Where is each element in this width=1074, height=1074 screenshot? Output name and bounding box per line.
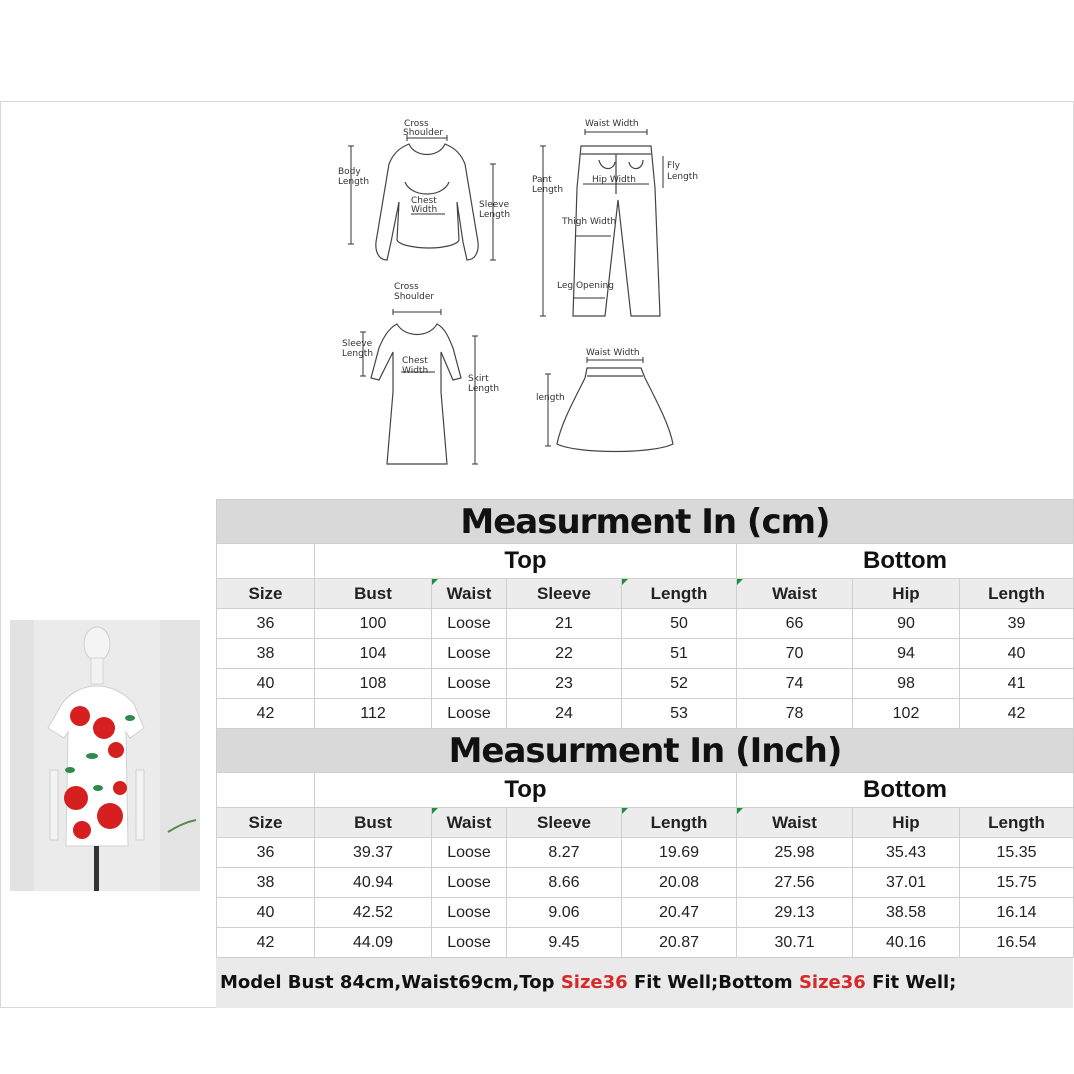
cross-shoulder-label-2: Shoulder xyxy=(403,128,444,138)
table-cell: 15.75 xyxy=(960,868,1074,898)
inch-table-title: Measurment In (Inch) xyxy=(217,729,1074,773)
chest-width-label-2: Width xyxy=(411,205,438,215)
chest-width-label: Chest xyxy=(411,196,437,206)
table-row xyxy=(217,699,1074,729)
table-cell: 53 xyxy=(622,699,737,729)
cm-header-sleeve: Sleeve xyxy=(507,579,622,609)
skirt-sketch xyxy=(536,348,673,452)
table-cell: 40.94 xyxy=(315,868,432,898)
table-cell: 8.27 xyxy=(507,838,622,868)
inch-header-hip: Hip xyxy=(853,808,960,838)
table-cell: 22 xyxy=(507,639,622,669)
cm-header-bust: Bust xyxy=(315,579,432,609)
table-cell: 112 xyxy=(315,699,432,729)
pant-length-label: Pant xyxy=(532,175,552,185)
fly-length-label: Fly xyxy=(667,161,681,171)
dress-sketch xyxy=(342,282,499,464)
table-cell: 30.71 xyxy=(737,928,853,958)
table-row xyxy=(217,838,1074,868)
inch-empty-cell xyxy=(217,773,315,808)
inch-bottom-group: Bottom xyxy=(737,773,1074,808)
table-cell: 35.43 xyxy=(853,838,960,868)
inch-top-group: Top xyxy=(315,773,737,808)
table-cell: 9.45 xyxy=(507,928,622,958)
table-cell: 94 xyxy=(853,639,960,669)
table-cell: 42 xyxy=(960,699,1074,729)
table-row xyxy=(217,639,1074,669)
table-cell: 74 xyxy=(737,669,853,699)
table-cell: 52 xyxy=(622,669,737,699)
table-cell: 27.56 xyxy=(737,868,853,898)
dress-sleeve-length-label: Sleeve xyxy=(342,339,373,349)
inch-header-length: Length xyxy=(622,808,737,838)
skirt-length-measure-label: length xyxy=(536,393,565,403)
table-cell: 100 xyxy=(315,609,432,639)
table-cell: Loose xyxy=(432,928,507,958)
inch-header-bottom-length: Length xyxy=(960,808,1074,838)
table-cell: 108 xyxy=(315,669,432,699)
table-cell: 21 xyxy=(507,609,622,639)
table-cell: 38.58 xyxy=(853,898,960,928)
cross-shoulder-label: Cross xyxy=(404,119,429,129)
inch-header-size: Size xyxy=(217,808,315,838)
table-cell: 8.66 xyxy=(507,868,622,898)
table-cell: 38 xyxy=(217,868,315,898)
skirt-length-label: Skirt xyxy=(468,374,489,384)
cm-table-title: Measurment In (cm) xyxy=(217,500,1074,544)
table-cell: 40 xyxy=(217,898,315,928)
measurement-diagram-panel xyxy=(0,101,1074,501)
cm-header-waist: Waist xyxy=(432,579,507,609)
pant-waist-width-label: Waist Width xyxy=(585,119,639,129)
cm-empty-cell xyxy=(217,544,315,579)
table-cell: 40 xyxy=(217,669,315,699)
table-cell: 20.08 xyxy=(622,868,737,898)
table-cell: 20.47 xyxy=(622,898,737,928)
thigh-width-label: Thigh Width xyxy=(562,217,617,227)
table-cell: 25.98 xyxy=(737,838,853,868)
table-cell: Loose xyxy=(432,609,507,639)
table-cell: 41 xyxy=(960,669,1074,699)
table-cell: 51 xyxy=(622,639,737,669)
model-photo-panel xyxy=(0,499,217,1008)
sleeve-length-label-2: Length xyxy=(479,210,511,220)
hip-width-label: Hip Width xyxy=(592,175,636,185)
inch-header-bottom-waist: Waist xyxy=(737,808,853,838)
sweater-sketch xyxy=(338,119,510,260)
table-cell: 42 xyxy=(217,699,315,729)
body-length-label: Body xyxy=(338,167,361,177)
table-cell: 19.69 xyxy=(622,838,737,868)
note-text-1: Model Bust 84cm,Waist69cm,Top xyxy=(220,972,561,993)
skirt-length-label-2: Length xyxy=(468,384,500,394)
table-row xyxy=(217,928,1074,958)
table-cell: Loose xyxy=(432,898,507,928)
note-text-2: Fit Well;Bottom xyxy=(627,972,799,993)
table-row xyxy=(217,609,1074,639)
dress-chest-width-label: Chest xyxy=(402,356,428,366)
cm-size-table xyxy=(216,499,1074,729)
table-row xyxy=(217,868,1074,898)
table-cell: Loose xyxy=(432,868,507,898)
table-cell: 40.16 xyxy=(853,928,960,958)
cm-bottom-group: Bottom xyxy=(737,544,1074,579)
inch-header-bust: Bust xyxy=(315,808,432,838)
inch-size-table xyxy=(216,728,1074,958)
table-cell: 98 xyxy=(853,669,960,699)
table-cell: 29.13 xyxy=(737,898,853,928)
garment-sketches xyxy=(1,102,1073,500)
table-cell: 90 xyxy=(853,609,960,639)
table-cell: 78 xyxy=(737,699,853,729)
table-cell: 42 xyxy=(217,928,315,958)
table-cell: 66 xyxy=(737,609,853,639)
table-cell: 15.35 xyxy=(960,838,1074,868)
table-cell: 42.52 xyxy=(315,898,432,928)
table-cell: 102 xyxy=(853,699,960,729)
table-cell: Loose xyxy=(432,838,507,868)
cm-header-length: Length xyxy=(622,579,737,609)
model-fit-note xyxy=(216,958,1073,1008)
fly-length-label-2: Length xyxy=(667,172,699,182)
table-cell: 44.09 xyxy=(315,928,432,958)
table-cell: 36 xyxy=(217,838,315,868)
inch-header-sleeve: Sleeve xyxy=(507,808,622,838)
cm-header-bottom-waist: Waist xyxy=(737,579,853,609)
body-length-label-2: Length xyxy=(338,177,370,187)
table-cell: 23 xyxy=(507,669,622,699)
table-cell: 39.37 xyxy=(315,838,432,868)
cm-header-bottom-length: Length xyxy=(960,579,1074,609)
cm-top-group: Top xyxy=(315,544,737,579)
table-cell: 37.01 xyxy=(853,868,960,898)
table-cell: 104 xyxy=(315,639,432,669)
leg-opening-label: Leg Opening xyxy=(557,281,614,291)
cm-header-size: Size xyxy=(217,579,315,609)
note-top-size: Size36 xyxy=(560,972,628,993)
mannequin-dress-photo xyxy=(10,620,200,891)
table-cell: 16.14 xyxy=(960,898,1074,928)
table-cell: 16.54 xyxy=(960,928,1074,958)
dress-chest-width-label-2: Width xyxy=(402,366,429,376)
table-cell: 38 xyxy=(217,639,315,669)
table-cell: Loose xyxy=(432,639,507,669)
note-bottom-size: Size36 xyxy=(798,972,866,993)
table-row xyxy=(217,669,1074,699)
pants-sketch xyxy=(532,119,698,316)
table-cell: Loose xyxy=(432,699,507,729)
table-cell: 36 xyxy=(217,609,315,639)
dress-cross-shoulder-label: Cross xyxy=(394,282,419,292)
table-cell: 40 xyxy=(960,639,1074,669)
table-row xyxy=(217,898,1074,928)
note-text-3: Fit Well; xyxy=(865,972,957,993)
cm-header-hip: Hip xyxy=(853,579,960,609)
inch-header-waist: Waist xyxy=(432,808,507,838)
table-cell: 50 xyxy=(622,609,737,639)
dress-sleeve-length-label-2: Length xyxy=(342,349,374,359)
table-cell: 20.87 xyxy=(622,928,737,958)
dress-cross-shoulder-label-2: Shoulder xyxy=(394,292,435,302)
table-cell: 24 xyxy=(507,699,622,729)
table-cell: 39 xyxy=(960,609,1074,639)
table-cell: Loose xyxy=(432,669,507,699)
sleeve-length-label: Sleeve xyxy=(479,200,510,210)
table-cell: 70 xyxy=(737,639,853,669)
pant-length-label-2: Length xyxy=(532,185,564,195)
mannequin-dress-illustration xyxy=(10,620,200,891)
table-cell: 9.06 xyxy=(507,898,622,928)
skirt-waist-width-label: Waist Width xyxy=(586,348,640,358)
